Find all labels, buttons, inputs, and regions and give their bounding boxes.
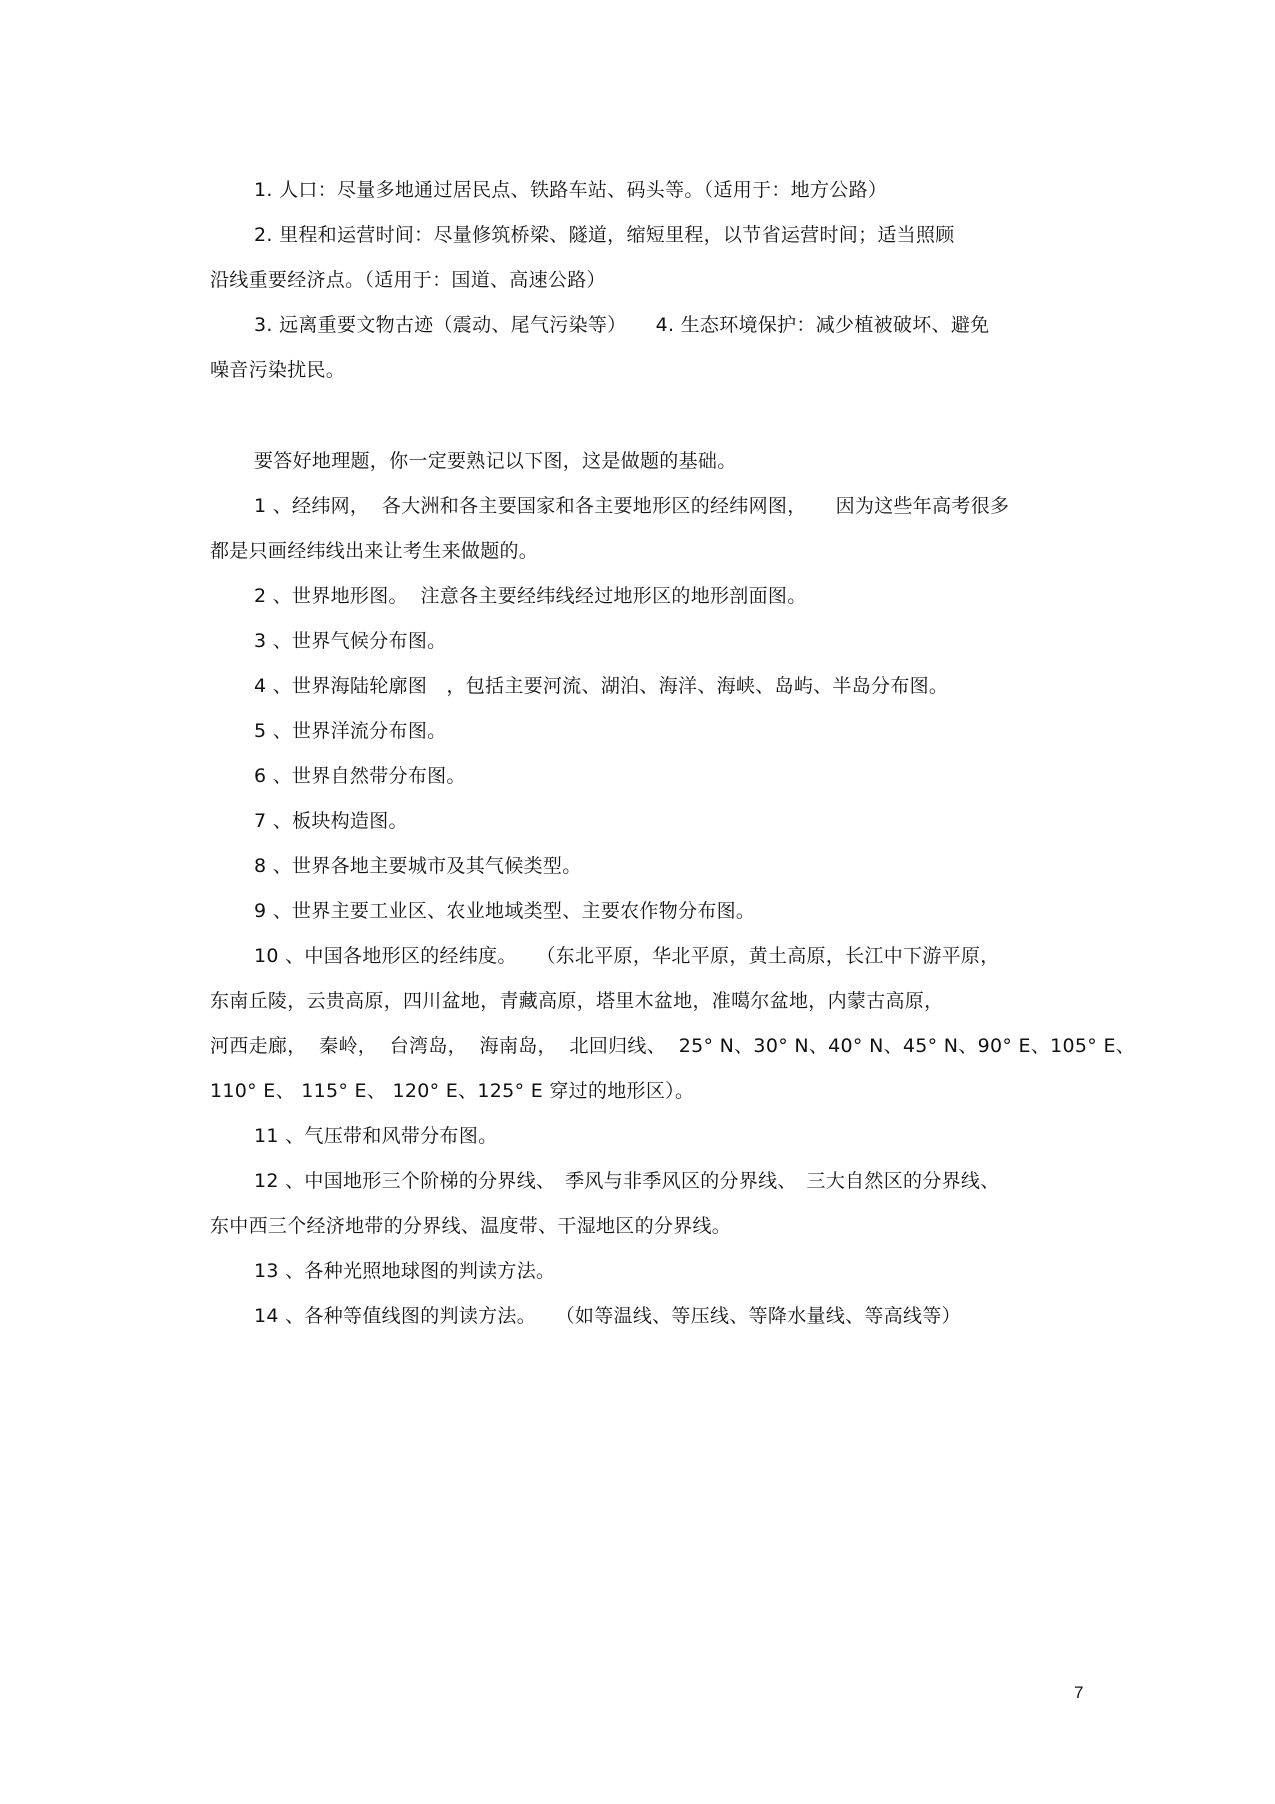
map-item-7: 7 、板块构造图。: [254, 810, 408, 832]
rule-relics-eco-line2: 噪音污染扰民。: [210, 359, 346, 381]
map-item-14: 14 、各种等值线图的判读方法。 （如等温线、等压线、等降水量线、等高线等）: [254, 1305, 961, 1327]
map-item-11: 11 、气压带和风带分布图。: [254, 1125, 498, 1147]
map-item-9: 9 、世界主要工业区、农业地域类型、主要农作物分布图。: [254, 900, 756, 922]
map-item-10-line2: 东南丘陵，云贵高原，四川盆地，青藏高原，塔里木盆地，准噶尔盆地，内蒙古高原，: [210, 990, 944, 1012]
map-item-13: 13 、各种光照地球图的判读方法。: [254, 1260, 556, 1282]
map-item-12-line2: 东中西三个经济地带的分界线、温度带、干湿地区的分界线。: [210, 1215, 732, 1237]
rule-relics-eco-line1: 3. 远离重要文物古迹（震动、尾气污染等） 4. 生态环境保护：减少植被破坏、避免: [254, 314, 990, 336]
map-item-4: 4 、世界海陆轮廓图 ，包括主要河流、湖泊、海洋、海峡、岛屿、半岛分布图。: [254, 675, 949, 697]
map-item-3: 3 、世界气候分布图。: [254, 630, 447, 652]
rule-population: 1. 人口：尽量多地通过居民点、铁路车站、码头等。（适用于：地方公路）: [254, 179, 888, 201]
map-item-10-line3: 河西走廊， 秦岭， 台湾岛， 海南岛， 北回归线、 25° N、30° N、40° N、45° N、90° E、105° E、: [210, 1035, 1136, 1057]
rule-mileage-line1: 2. 里程和运营时间：尽量修筑桥梁、隧道，缩短里程，以节省运营时间；适当照顾: [254, 224, 955, 246]
map-item-1-line1: 1 、经纬网， 各大洲和各主要国家和各主要地形区的经纬网图， 因为这些年高考很多: [254, 495, 1010, 517]
maps-intro: 要答好地理题，你一定要熟记以下图，这是做题的基础。: [254, 450, 737, 472]
page-number: 7: [1074, 1683, 1084, 1702]
map-item-1-line2: 都是只画经纬线出来让考生来做题的。: [210, 540, 539, 562]
rule-mileage-line2: 沿线重要经济点。（适用于：国道、高速公路）: [210, 269, 606, 291]
map-item-10-line1: 10 、中国各地形区的经纬度。 （东北平原，华北平原，黄土高原，长江中下游平原，: [254, 945, 1000, 967]
map-item-12-line1: 12 、中国地形三个阶梯的分界线、 季风与非季风区的分界线、 三大自然区的分界线、: [254, 1170, 1000, 1192]
map-item-5: 5 、世界洋流分布图。: [254, 720, 447, 742]
map-item-8: 8 、世界各地主要城市及其气候类型。: [254, 855, 582, 877]
map-item-2: 2 、世界地形图。 注意各主要经纬线经过地形区的地形剖面图。: [254, 585, 807, 607]
map-item-10-line4: 110° E、 115° E、 120° E、125° E 穿过的地形区）。: [210, 1080, 695, 1102]
map-item-6: 6 、世界自然带分布图。: [254, 765, 466, 787]
